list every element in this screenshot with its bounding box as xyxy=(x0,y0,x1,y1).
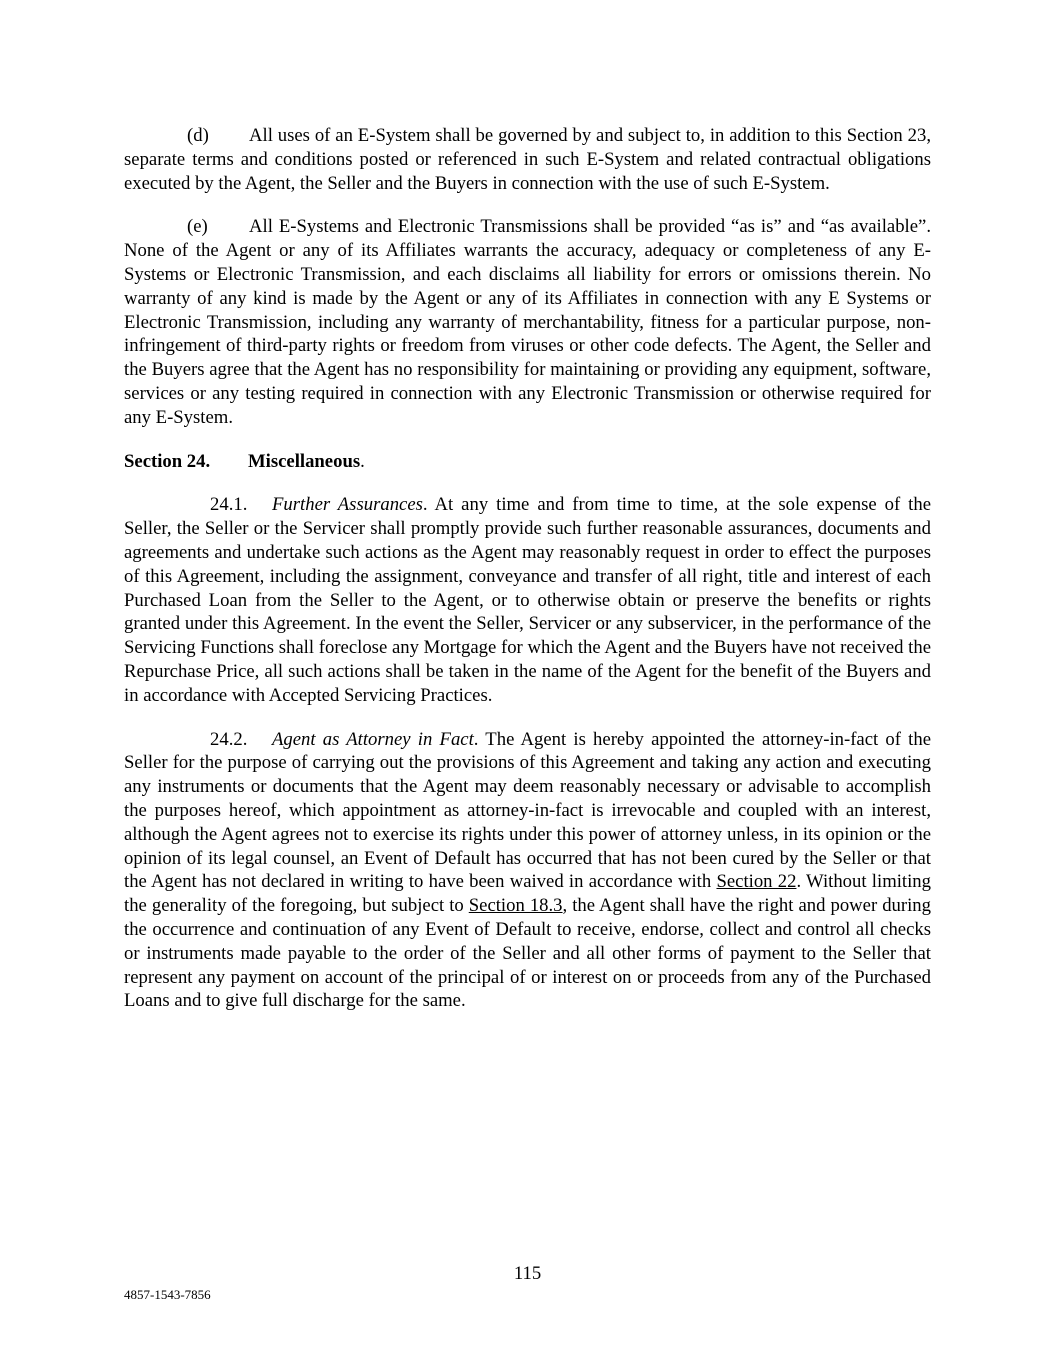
paragraph-label: (d) xyxy=(187,125,209,146)
document-body xyxy=(124,124,931,1033)
paragraph-d xyxy=(124,124,931,195)
paragraph-heading: Agent as Attorney in Fact xyxy=(272,728,474,750)
paragraph-text: . At any time and from time to time, at the sole expense of the Seller, the Seller or the Servicer shall promptly provide such further reasonable assurances, documents and agreements and undertake such actions as the Agent may reasonably request in order to effect the purposes of this Agreement, including the assignment, conveyance and transfer of all right, title and interest of each Purchased Loan from the Seller to the Agent, or to otherwise obtain or preserve the benefits or rights granted under this Agreement. In the event the Seller, Servicer or any subservicer, in the performance of the Servicing Functions shall foreclose any Mortgage for which the Agent and the Buyers have not received the Repurchase Price, all such actions shall be taken in the name of the Agent for the benefit of the Buyers and in accordance with Accepted Servicing Practices. xyxy=(124,494,931,706)
paragraph-heading: Further Assurances xyxy=(272,494,423,516)
paragraph-text: . Without limiting the generality of the foregoing, but subject to xyxy=(124,871,931,917)
paragraph-e xyxy=(124,215,931,429)
paragraph-text: All uses of an E-System shall be governed by and subject to, in addition to this Section 23, separate terms and conditions posted or referenced in such E-System and related contractual obligations executed by the Agent, the Seller and the Buyers in connection with the use of such E-System. xyxy=(124,125,931,194)
section-title: Miscellaneous xyxy=(248,450,361,472)
cross-reference-link[interactable]: Section 18.3 xyxy=(468,895,563,917)
paragraph-text: . The Agent is hereby appointed the attorney-in-fact of the Seller for the purpose of carrying out the provisions of this Agreement and taking any action and executing any instruments or documents that the Agent may deem reasonably necessary or advisable to accomplish the purposes hereof, which appointment as attorney-in-fact is irrevocable and coupled with an interest, although the Agent agrees not to exercise its rights under this power of attorney unless, in its opinion or the opinion of its legal counsel, an Event of Default has occurred that has not been cured by the Seller or that the Agent has not declared in writing to have been waived in accordance with xyxy=(124,728,931,893)
paragraph-number: 24.1. xyxy=(210,494,248,516)
paragraph-text: All E-Systems and Electronic Transmissions shall be provided “as is” and “as available”. None of the Agent or any of its Affiliates warrants the accuracy, adequacy or completeness of any E-Systems or Electronic Transmission, and each disclaims all liability for errors or omissions therein. No warranty of any kind is made by the Agent or any of its Affiliates in connection with any E Systems or Electronic Transmission, including any warranty of merchantability, fitness for a particular purpose, non-infringement of third-party rights or freedom from viruses or other code defects. The Agent, the Seller and the Buyers agree that the Agent has no responsibility for maintaining or providing any equipment, software, services or any testing required in connection with any Electronic Transmission or otherwise required for any E-System. xyxy=(124,216,931,428)
paragraph-label: (e) xyxy=(187,216,208,238)
paragraph-number: 24.2. xyxy=(210,728,248,750)
section-title-period: . xyxy=(360,450,365,472)
document-id: 4857-1543-7856 xyxy=(124,1287,211,1302)
paragraph-24-2 xyxy=(124,728,931,1014)
section-heading xyxy=(124,450,931,474)
paragraph-24-1 xyxy=(124,493,931,707)
page-number: 115 xyxy=(513,1263,542,1284)
cross-reference-link[interactable]: Section 22 xyxy=(716,871,797,893)
paragraph-text: , the Agent shall have the right and power during the occurrence and continuation of any Event of Default to receive, endorse, collect and control all checks or instruments made payable to the order of the Seller and all other forms of payment to the Seller that represent any payment on account of the principal of or interest on or proceeds from any of the Purchased Loans and to give full discharge for the same. xyxy=(124,895,931,1012)
section-number: Section 24. xyxy=(124,450,211,472)
